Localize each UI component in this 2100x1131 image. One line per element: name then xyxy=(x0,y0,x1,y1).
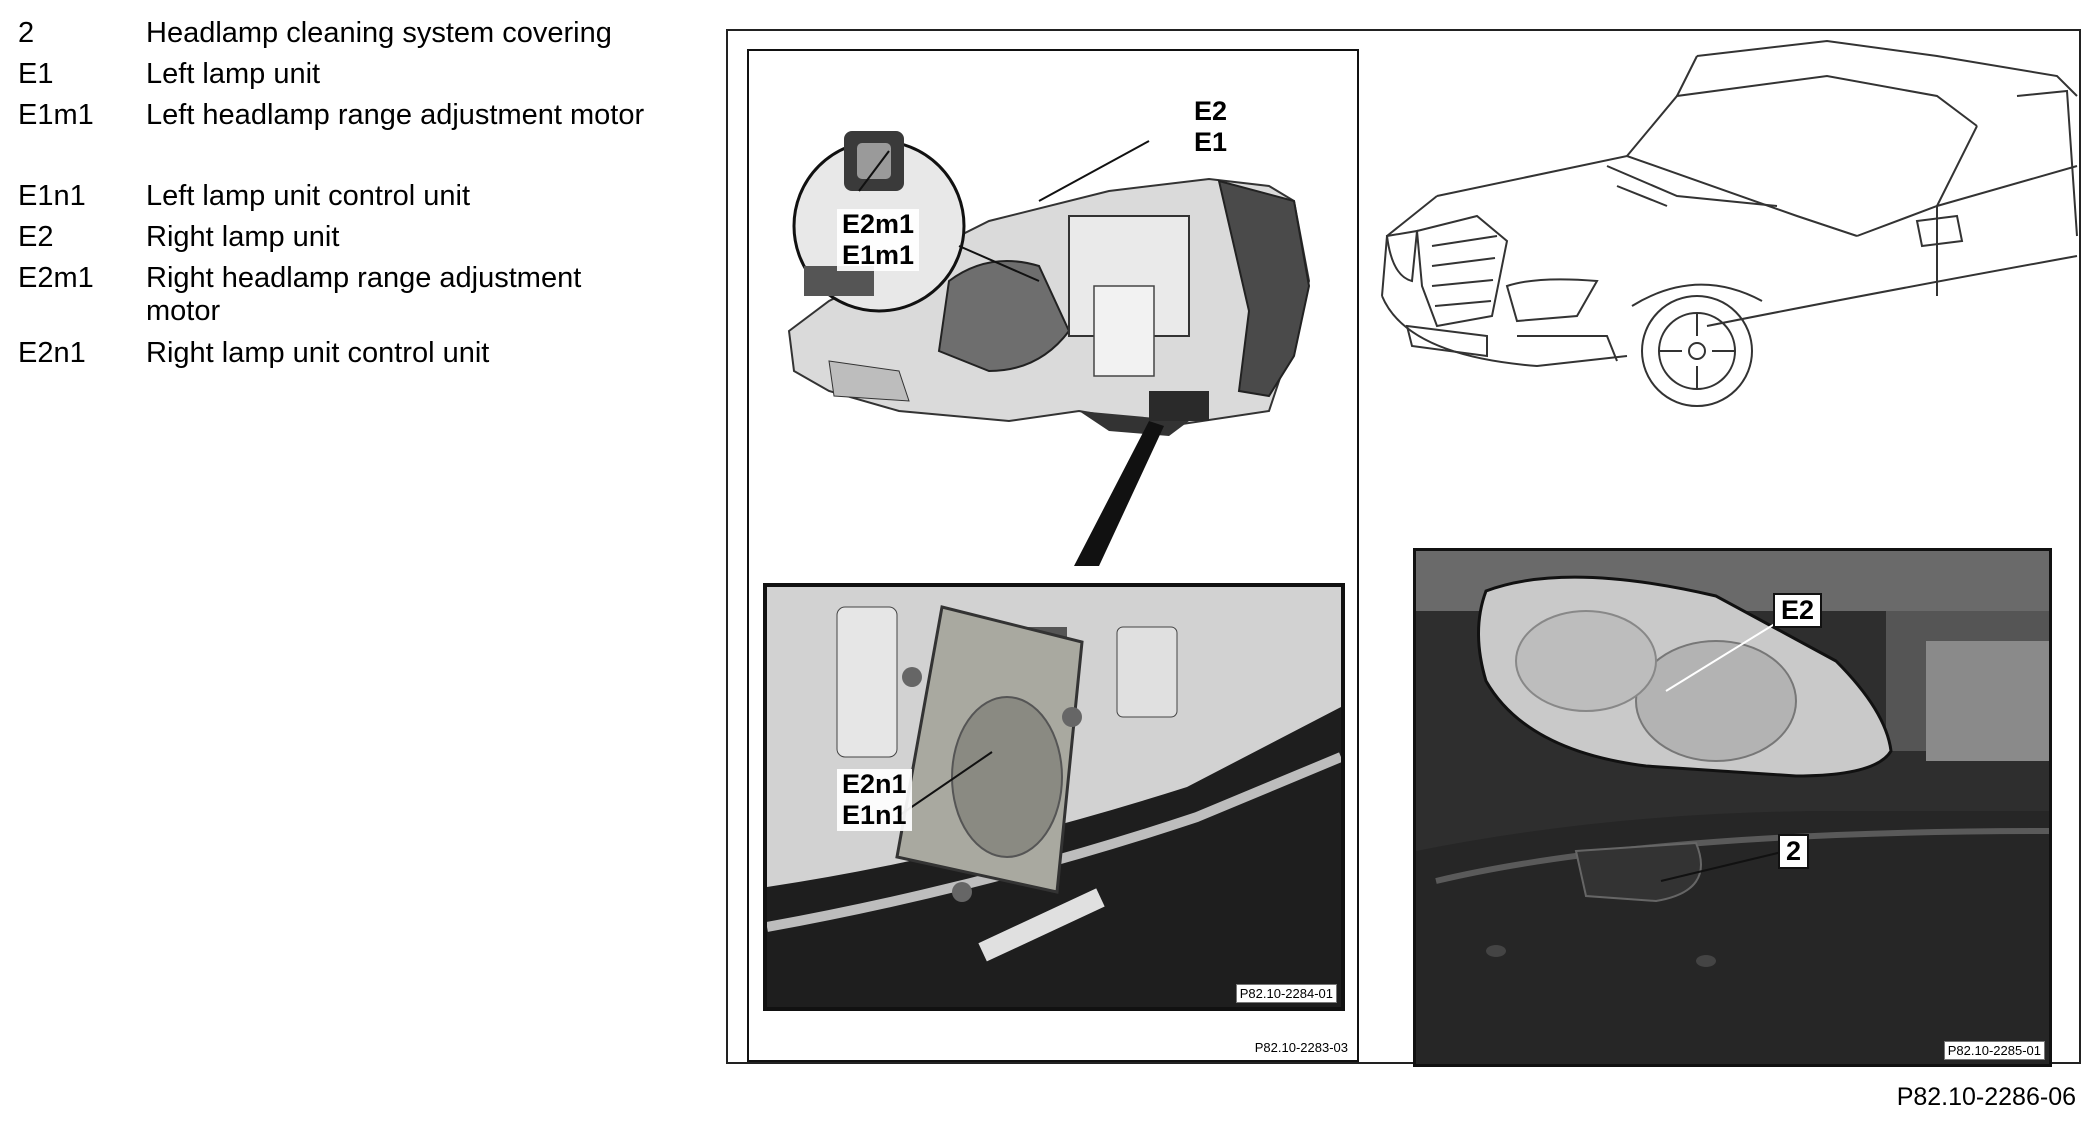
headlamp-assembly-panel xyxy=(747,49,1359,1062)
left-panel-reference-code: P82.10-2283-03 xyxy=(1252,1039,1351,1056)
car-line-drawing xyxy=(1377,36,2078,516)
callout-label: E1 xyxy=(1194,127,1228,157)
callout-label: E2 xyxy=(1194,96,1228,126)
legend-description: Right lamp unit xyxy=(146,221,340,253)
headlamp-photo-panel xyxy=(1413,548,2052,1067)
figure-code: P82.10-2286-06 xyxy=(1896,1083,2076,1111)
callout-range-adjustment-motor xyxy=(837,209,919,271)
legend-code: E2n1 xyxy=(18,337,86,369)
callout-control-unit xyxy=(837,769,912,831)
legend-description: Right headlamp range adjustment motor xyxy=(146,262,582,327)
legend-code: 2 xyxy=(18,17,35,49)
callout-cleaning-covering: 2 xyxy=(1778,834,1809,869)
callout-right-lamp-unit: E2 xyxy=(1773,593,1822,628)
callout-label: E2n1 xyxy=(842,769,907,799)
legend-description: Headlamp cleaning system covering xyxy=(146,17,612,49)
callout-label: E2m1 xyxy=(842,209,915,239)
callout-label: E1m1 xyxy=(842,240,915,270)
figure-frame xyxy=(726,29,2081,1064)
legend-description: Right lamp unit control unit xyxy=(146,337,490,369)
legend-description: Left headlamp range adjustment motor xyxy=(146,99,645,131)
photo-reference-code: P82.10-2285-01 xyxy=(1944,1041,2045,1060)
control-unit-inset xyxy=(763,583,1345,1011)
legend-description: Left lamp unit xyxy=(146,58,321,90)
legend-code: E2m1 xyxy=(18,262,94,294)
legend-code: E1m1 xyxy=(18,99,94,131)
callout-e2-e1 xyxy=(1189,96,1232,158)
legend-code: E1n1 xyxy=(18,180,86,212)
headlamp-photo-illustration xyxy=(1416,551,2049,1064)
legend-description: Left lamp unit control unit xyxy=(146,180,471,212)
inset-reference-code: P82.10-2284-01 xyxy=(1236,984,1337,1003)
callout-label: E1n1 xyxy=(842,800,907,830)
car-front-view-panel xyxy=(1377,36,2078,516)
legend-code: E2 xyxy=(18,221,54,253)
legend-code: E1 xyxy=(18,58,54,90)
